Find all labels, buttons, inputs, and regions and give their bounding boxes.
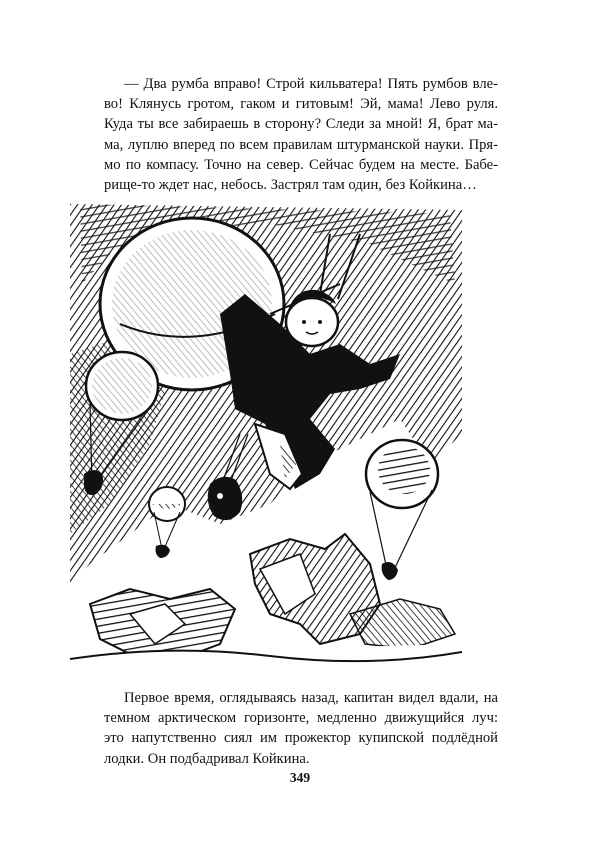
text-line: это напутственно сиял им прожектор купипской подлёдной xyxy=(104,730,498,747)
text-line: мо по компасу. Точно на север. Сейчас будем на месте. Бабе- xyxy=(104,156,498,173)
text-line: Куда ты все забираешь в сторону? Следи за мной! Я, брат ма- xyxy=(104,116,498,133)
right-parachute xyxy=(366,440,438,580)
ink-illustration xyxy=(70,204,462,674)
paragraph-bottom xyxy=(104,688,498,769)
text-line: во! Клянусь гротом, гаком и гитовым! Эй, мама! Лево руля. xyxy=(104,96,498,113)
text-line: лодки. Он подбадривал Койкина. xyxy=(104,750,310,767)
small-parachute-center xyxy=(149,487,185,558)
page-number: 349 xyxy=(289,770,311,785)
paragraph-top xyxy=(104,74,498,195)
text-line: ма, луплю вперед по всем правилам штурманской науки. Пря- xyxy=(104,136,498,153)
ice-floes xyxy=(70,534,462,674)
text-line: рище-то ждет нас, небось. Застрял там один, без Койкина… xyxy=(104,177,477,194)
text-line: — Два румба вправо! Строй кильватера! Пять румбов вле- xyxy=(124,76,498,92)
text-line: темном арктическом горизонте, медленно движущийся луч: xyxy=(104,710,498,727)
text-line: Первое время, оглядываясь назад, капитан видел вдали, на xyxy=(124,690,498,706)
